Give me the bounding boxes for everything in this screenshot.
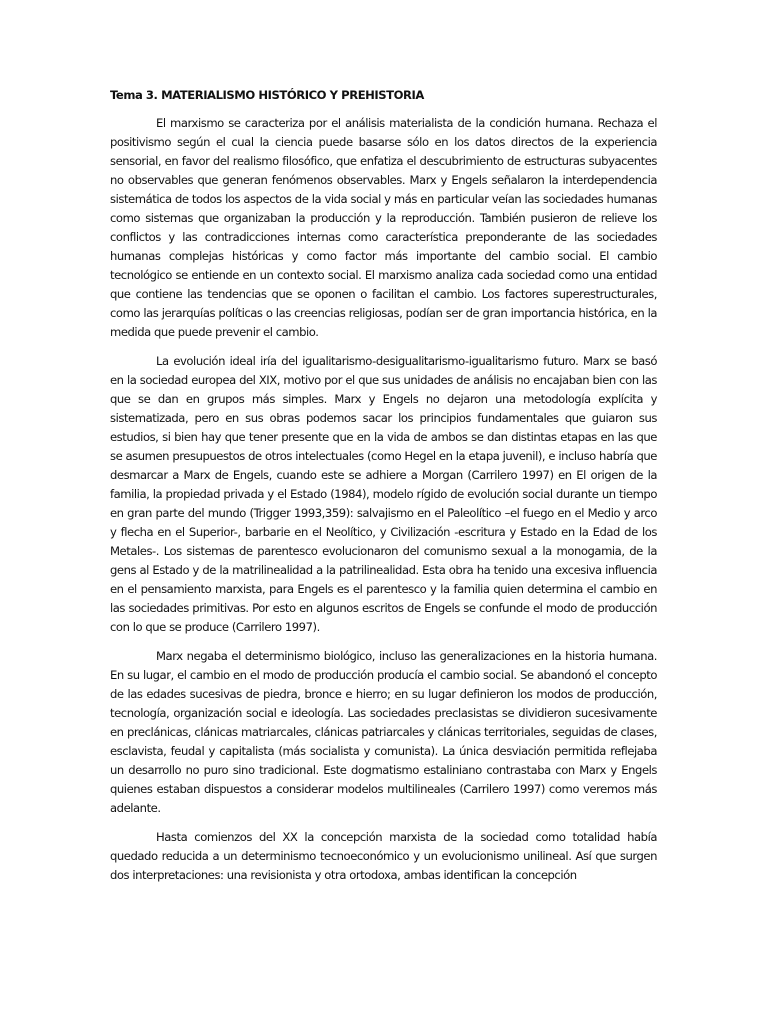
document-title: Tema 3. MATERIALISMO HISTÓRICO Y PREHISTORIA — [110, 88, 424, 102]
paragraph-4: Hasta comienzos del XX la concepción marxista de la sociedad como totalidad había quedado reducida a un determinismo tecnoeconómico y un evolucionismo unilineal. Así que surgen dos interpretaciones: una revisionista y otra ortodoxa, ambas identifican la concepción — [110, 830, 657, 882]
paragraph-1: El marxismo se caracteriza por el análisis materialista de la condición humana. Rechaza el positivismo según el cual la ciencia puede basarse sólo en los datos directos de la experiencia sensorial, en favor del realismo filosófico, que enfatiza el descubrimiento de estructuras subyacentes no observables que generan fenómenos observables. Marx y Engels señalaron la interdependencia sistemática de todos los aspectos de la vida social y más en particular veían las sociedades humanas como sistemas que organizaban la producción y la reproducción. También pusieron de relieve los conflictos y las contradicciones internas como característica preponderante de las sociedades humanas complejas históricas y como factor más importante del cambio social. El cambio tecnológico se entiende en un contexto social. El marxismo analiza cada sociedad como una entidad que contiene las tendencias que se oponen o facilitan el cambio. Los factores superestructurales, como las jerarquías políticas o las creencias religiosas, podían ser de gran importancia histórica, en la medida que puede prevenir el cambio. — [110, 116, 657, 339]
paragraph-3: Marx negaba el determinismo biológico, incluso las generalizaciones en la historia humana. En su lugar, el cambio en el modo de producción producía el cambio social. Se abandonó el concepto de las edades sucesivas de piedra, bronce e hierro; en su lugar definieron los modos de producción, tecnología, organización social e ideología. Las sociedades preclasistas se dividieron sucesivamente en preclánicas, clánicas matriarcales, clánicas patriarcales y clánicas territoriales, seguidas de clases, esclavista, feudal y capitalista (más socialista y comunista). La única desviación permitida reflejaba un desarrollo no puro sino tradicional. Este dogmatismo estaliniano contrastaba con Marx y Engels quienes estaban dispuestos a considerar modelos multilineales (Carrilero 1997) como veremos más adelante. — [110, 649, 657, 815]
paragraph-2: La evolución ideal iría del igualitarismo-desigualitarismo-igualitarismo futuro. Marx se basó en la sociedad europea del XIX, motivo por el que sus unidades de análisis no encajaban bien con las que se dan en grupos más simples. Marx y Engels no dejaron una metodología explícita y sistematizada, pero en sus obras podemos sacar los principios fundamentales que guiaron sus estudios, si bien hay que tener presente que en la vida de ambos se dan distintas etapas en las que se asumen presupuestos de otros intelectuales (como Hegel en la etapa juvenil), e incluso habría que desmarcar a Marx de Engels, cuando este se adhiere a Morgan (Carrilero 1997) en El origen de la familia, la propiedad privada y el Estado (1984), modelo rígido de evolución social durante un tiempo en gran parte del mundo (Trigger 1993,359): salvajismo en el Paleolítico –el fuego en el Medio y arco y flecha en el Superior-, barbarie en el Neolítico, y Civilización -escritura y Estado en la Edad de los Metales-. Los sistemas de parentesco evolucionaron del comunismo sexual a la monogamia, de la gens al Estado y de la matrilinealidad a la patrilinealidad. Esta obra ha tenido una excesiva influencia en el pensamiento marxista, para Engels es el parentesco y la familia quien determina el cambio en las sociedades primitivas. Por esto en algunos escritos de Engels se confunde el modo de producción con lo que se produce (Carrilero 1997). — [110, 354, 657, 634]
document-page — [110, 86, 657, 895]
